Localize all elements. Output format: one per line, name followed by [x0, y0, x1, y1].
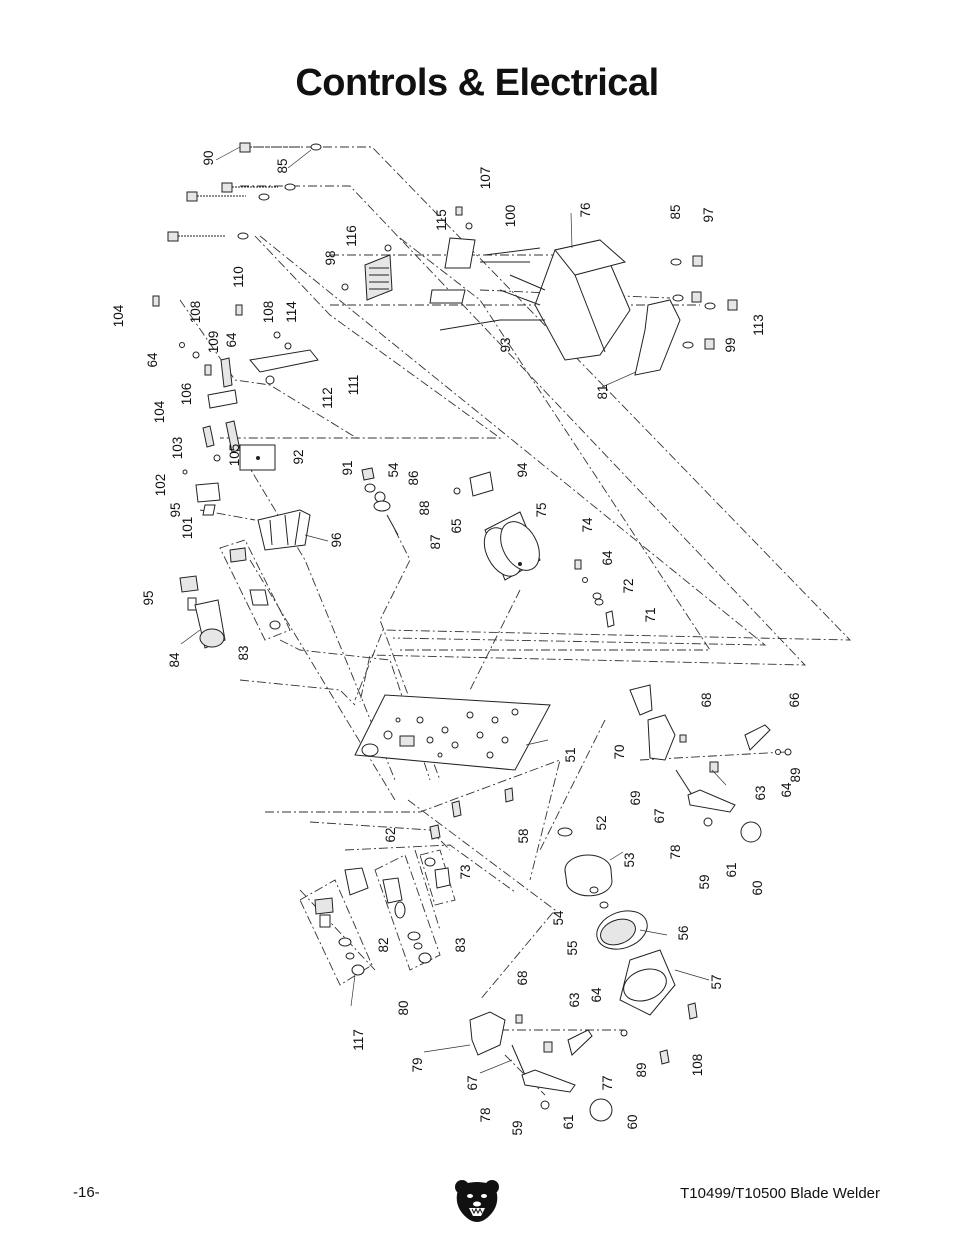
callout-number: 63	[753, 785, 768, 801]
callout-number: 71	[643, 607, 658, 623]
motor-75	[477, 512, 548, 582]
callout-number: 56	[676, 925, 691, 941]
callout-number: 97	[701, 207, 716, 223]
callout-number: 75	[534, 502, 549, 518]
callout-number: 64	[145, 352, 160, 368]
callout-number: 110	[231, 266, 246, 288]
callout-number: 86	[406, 470, 421, 486]
callout-number: 61	[561, 1114, 576, 1130]
callout-number: 78	[478, 1107, 493, 1123]
callout-number: 67	[465, 1075, 480, 1091]
callout-number: 95	[141, 590, 156, 606]
callout-number: 51	[563, 747, 578, 763]
callout-number: 89	[634, 1062, 649, 1078]
callout-number: 72	[621, 578, 636, 594]
callout-number: 64	[589, 987, 604, 1003]
bracket-81	[635, 300, 680, 375]
callout-number: 87	[428, 534, 443, 550]
callout-number: 73	[458, 864, 473, 880]
callout-number: 106	[179, 382, 194, 406]
bracket-70	[630, 685, 652, 715]
terminal-strip-116	[342, 245, 392, 300]
switch-117	[300, 880, 372, 985]
callout-number: 60	[625, 1114, 640, 1130]
callout-number: 92	[291, 449, 306, 465]
lever-upper-67	[676, 762, 761, 842]
switch-83-lower	[420, 850, 455, 905]
relay-94	[454, 472, 493, 496]
callout-number: 78	[668, 844, 683, 860]
lever-bracket-79	[470, 1012, 522, 1055]
callout-number: 74	[580, 517, 595, 533]
callout-number: 54	[386, 462, 401, 478]
callout-number: 100	[503, 204, 518, 228]
hardware-74-71	[575, 560, 614, 627]
switch-82	[345, 868, 405, 918]
callout-number: 57	[709, 974, 724, 990]
plate-66	[745, 725, 791, 755]
callout-number: 104	[152, 400, 167, 424]
page-title: Controls & Electrical	[295, 62, 659, 104]
callout-number: 103	[170, 436, 185, 460]
callout-number: 69	[628, 790, 643, 806]
callout-number: 113	[751, 314, 766, 336]
long-bolts	[168, 143, 321, 241]
callout-number: 61	[724, 862, 739, 878]
callout-number: 94	[515, 462, 530, 478]
callout-number: 108	[261, 300, 276, 324]
callout-number: 65	[449, 518, 464, 534]
callout-number: 60	[750, 880, 765, 896]
callout-number: 66	[787, 692, 802, 708]
callout-number: 111	[346, 374, 361, 396]
callout-number: 81	[595, 384, 610, 400]
lever-bracket-69	[648, 715, 686, 760]
callout-number: 96	[329, 532, 344, 548]
callout-number: 90	[201, 150, 216, 166]
callout-number: 54	[551, 910, 566, 926]
pilot-lamp-84	[195, 600, 225, 648]
callout-number: 114	[284, 301, 299, 323]
callout-number: 102	[153, 473, 168, 497]
callout-number: 116	[344, 225, 359, 247]
callout-number: 70	[612, 744, 627, 760]
callout-number: 115	[434, 209, 449, 231]
callout-number: 101	[180, 516, 195, 540]
callout-number: 52	[594, 815, 609, 831]
product-name: T10499/T10500 Blade Welder	[680, 1185, 880, 1202]
nuts-washers-top-right	[671, 256, 737, 349]
switch-housing-96	[258, 510, 310, 550]
callout-number: 107	[478, 166, 493, 190]
callout-number: 64	[600, 550, 615, 566]
callout-number: 88	[417, 500, 432, 516]
callout-number: 64	[779, 782, 794, 798]
callout-number: 108	[690, 1053, 705, 1077]
callout-number: 108	[188, 300, 203, 324]
callout-number: 104	[111, 304, 126, 328]
callout-number: 68	[699, 692, 714, 708]
callout-number: 55	[565, 940, 580, 956]
callout-number: 62	[383, 827, 398, 843]
callout-number: 53	[622, 852, 637, 868]
callout-number: 67	[652, 808, 667, 824]
callout-number: 68	[515, 970, 530, 986]
callout-number: 76	[578, 202, 593, 218]
callout-number: 77	[600, 1075, 615, 1091]
callout-number: 63	[567, 992, 582, 1008]
callout-number: 83	[453, 937, 468, 953]
switch-83-upper	[220, 540, 290, 640]
callout-number: 112	[320, 387, 335, 409]
assembly-lines	[180, 147, 850, 1095]
bear-head-logo	[453, 1178, 501, 1226]
callout-number: 82	[376, 937, 391, 953]
callout-number: 109	[206, 330, 221, 354]
callout-number: 58	[516, 828, 531, 844]
callout-number: 85	[668, 204, 683, 220]
callout-number: 79	[410, 1057, 425, 1073]
callout-number: 80	[396, 1000, 411, 1016]
callout-number: 59	[510, 1120, 525, 1136]
callout-number: 85	[275, 158, 290, 174]
switch-95-upper	[183, 470, 220, 515]
page-number: -16-	[73, 1184, 100, 1201]
callout-number: 84	[167, 652, 182, 668]
callout-number: 95	[168, 502, 183, 518]
callout-number: 98	[323, 250, 338, 266]
callout-number: 93	[498, 337, 513, 353]
callout-number: 117	[351, 1029, 366, 1051]
callout-number: 89	[788, 767, 803, 783]
control-panel-51	[355, 695, 550, 770]
callout-number: 105	[227, 443, 242, 467]
callout-number: 99	[723, 337, 738, 353]
callout-number: 59	[697, 874, 712, 890]
callout-number: 83	[236, 645, 251, 661]
callout-number: 91	[340, 460, 355, 476]
callout-number: 64	[224, 332, 239, 348]
screws-58-62-73	[430, 788, 513, 839]
